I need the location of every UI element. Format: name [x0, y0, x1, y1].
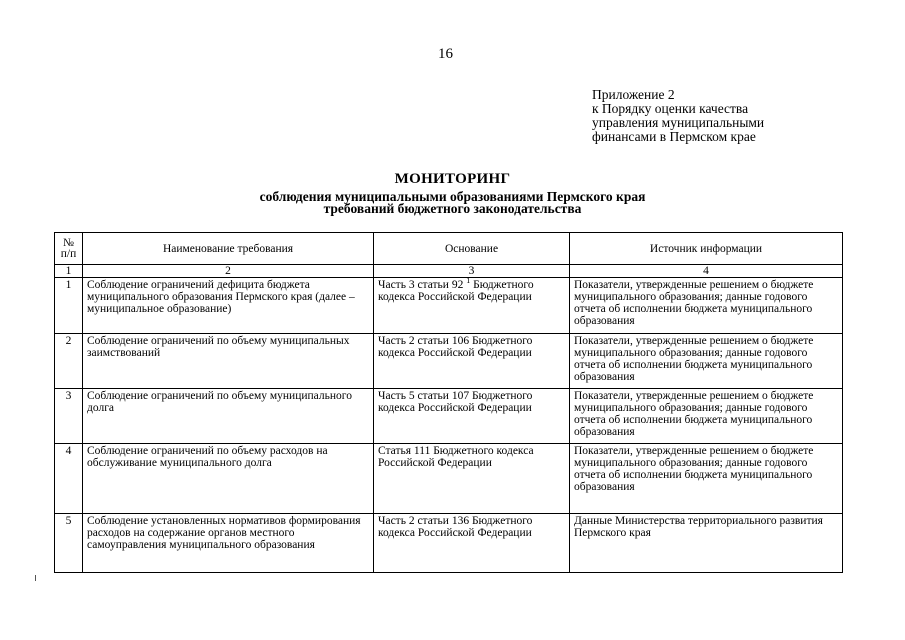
basis-text-continued: Бюджетного кодекса Российской Федерации [378, 279, 534, 303]
header-number-line-2: п/п [60, 247, 77, 260]
column-index: 4 [570, 265, 843, 278]
appendix-line: к Порядку оценки качества [592, 101, 749, 116]
row-number: 5 [55, 514, 83, 573]
document-subtitle [0, 191, 905, 215]
requirement-name: Соблюдение ограничений по объему муниципальных заимствований [83, 334, 374, 389]
requirement-name: Соблюдение ограничений по объему муниципального долга [83, 389, 374, 444]
column-index: 1 [55, 265, 83, 278]
table-row [55, 278, 843, 334]
information-source: Показатели, утвержденные решением о бюджете муниципального образования; данные годового отчета об исполнении бюджета муниципального образования [570, 389, 843, 444]
table-row [55, 334, 843, 389]
row-number: 3 [55, 389, 83, 444]
document-title: МОНИТОРИНГ [394, 171, 511, 187]
appendix-block [592, 88, 764, 144]
information-source: Показатели, утвержденные решением о бюджете муниципального образования; данные годового отчета об исполнении бюджета муниципального образования [570, 334, 843, 389]
header-number [55, 233, 83, 265]
information-source: Показатели, утвержденные решением о бюджете муниципального образования; данные годового отчета об исполнении бюджета муниципального образования [570, 278, 843, 334]
subtitle-line-1: соблюдения муниципальными образованиями Пермского края [259, 189, 646, 204]
appendix-line: управления муниципальными [592, 115, 765, 130]
column-index: 2 [83, 265, 374, 278]
appendix-line: финансами в Пермском крае [592, 129, 756, 144]
table-row [55, 389, 843, 444]
basis-superscript: 1 [466, 276, 471, 286]
basis-text: Часть 3 статьи 92 [378, 279, 464, 291]
requirement-basis: Часть 2 статьи 106 Бюджетного кодекса Российской Федерации [374, 334, 570, 389]
row-number: 1 [55, 278, 83, 334]
header-number-line-1: № [63, 236, 74, 249]
subtitle-line-2: требований бюджетного законодательства [323, 201, 582, 216]
requirement-basis: Часть 2 статьи 136 Бюджетного кодекса Российской Федерации [374, 514, 570, 573]
requirement-basis: Статья 111 Бюджетного кодекса Российской Федерации [374, 444, 570, 514]
row-number: 2 [55, 334, 83, 389]
header-basis: Основание [374, 233, 570, 265]
requirement-basis: Часть 5 статьи 107 Бюджетного кодекса Российской Федерации [374, 389, 570, 444]
requirements-table [54, 232, 843, 573]
column-index: 3 [374, 265, 570, 278]
header-requirement-name: Наименование требования [83, 233, 374, 265]
header-information-source: Источник информации [570, 233, 843, 265]
table-row [55, 444, 843, 514]
page-number: 16 [438, 46, 453, 62]
table-row [55, 514, 843, 573]
requirement-basis [374, 278, 570, 334]
table-header-row [55, 233, 843, 265]
row-number: 4 [55, 444, 83, 514]
information-source: Данные Министерства территориального развития Пермского края [570, 514, 843, 573]
requirement-name: Соблюдение ограничений по объему расходов на обслуживание муниципального долга [83, 444, 374, 514]
requirement-name: Соблюдение ограничений дефицита бюджета муниципального образования Пермского края (далее – муниципальное образование) [83, 278, 374, 334]
scan-margin-mark [35, 575, 36, 581]
requirement-name: Соблюдение установленных нормативов формирования расходов на содержание органов местного самоуправления муниципального образования [83, 514, 374, 573]
column-index-row [55, 265, 843, 278]
information-source: Показатели, утвержденные решением о бюджете муниципального образования; данные годового отчета об исполнении бюджета муниципального образования [570, 444, 843, 514]
appendix-line: Приложение 2 [592, 87, 675, 102]
